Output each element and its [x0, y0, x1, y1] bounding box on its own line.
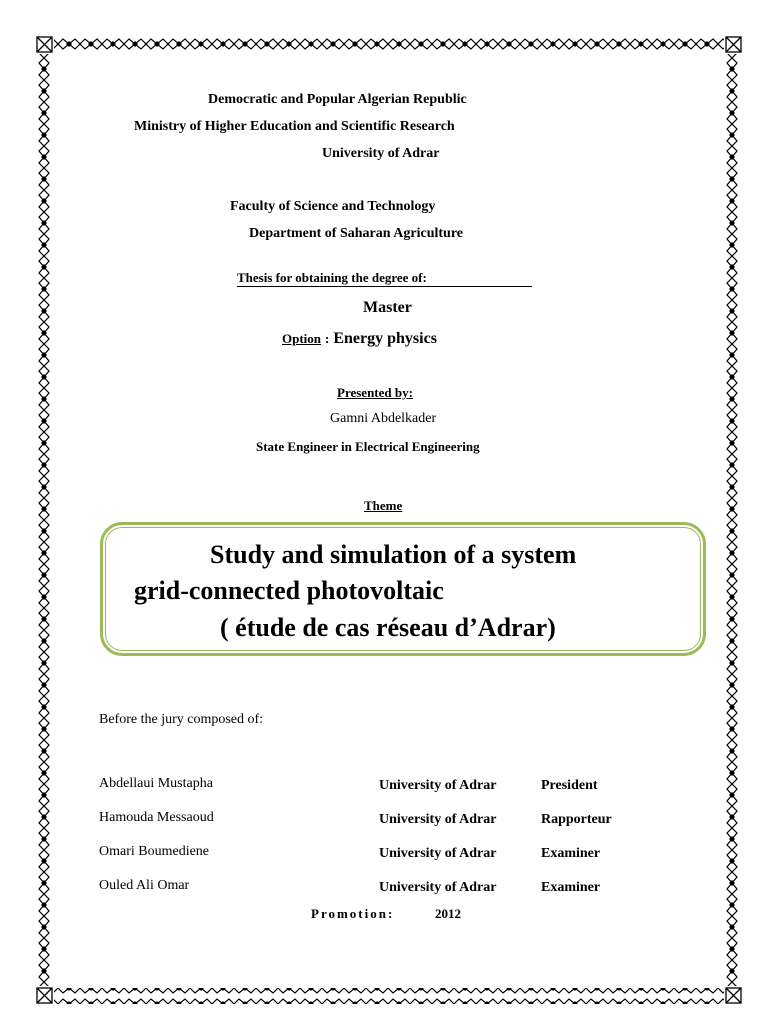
republic-name: Democratic and Popular Algerian Republic	[208, 92, 467, 107]
option-separator: :	[325, 331, 330, 346]
jury-member-role: President	[541, 778, 598, 793]
faculty-name: Faculty of Science and Technology	[230, 199, 436, 214]
jury-member-name: Abdellaui Mustapha	[99, 776, 213, 791]
degree-label	[237, 270, 532, 287]
jury-member-role: Examiner	[541, 846, 601, 861]
jury-member-name: Hamouda Messaoud	[99, 810, 214, 825]
ministry-name: Ministry of Higher Education and Scientific Research	[134, 119, 455, 134]
jury-member-university: University of Adrar	[379, 778, 497, 793]
theme-title-line-3: ( étude de cas réseau d’Adrar)	[220, 613, 556, 642]
university-name: University of Adrar	[322, 146, 440, 161]
presenter-name: Gamni Abdelkader	[330, 411, 437, 426]
promotion-label: Promotion:	[311, 906, 395, 921]
jury-member-role: Rapporteur	[541, 812, 612, 827]
jury-intro: Before the jury composed of:	[99, 712, 264, 727]
jury-member-name: Omari Boumediene	[99, 844, 210, 859]
presenter-title: State Engineer in Electrical Engineering	[256, 439, 480, 454]
jury-member-name: Ouled Ali Omar	[99, 878, 190, 893]
jury-member-role: Examiner	[541, 880, 601, 895]
promotion-year: 2012	[435, 906, 461, 921]
theme-title-line-1: Study and simulation of a system	[210, 540, 577, 569]
option-label: Option	[282, 331, 322, 346]
degree-name: Master	[363, 299, 412, 316]
jury-member-university: University of Adrar	[379, 846, 497, 861]
theme-title-line-2: grid-connected photovoltaic	[134, 576, 444, 605]
presented-by-label: Presented by:	[337, 385, 413, 400]
jury-member-university: University of Adrar	[379, 880, 497, 895]
option-value: Energy physics	[333, 330, 437, 347]
option-line	[282, 330, 437, 348]
theme-label: Theme	[364, 498, 403, 513]
jury-member-university: University of Adrar	[379, 812, 497, 827]
degree-label-text: Thesis for obtaining the degree of:	[237, 270, 427, 285]
department-name: Department of Saharan Agriculture	[249, 226, 463, 241]
